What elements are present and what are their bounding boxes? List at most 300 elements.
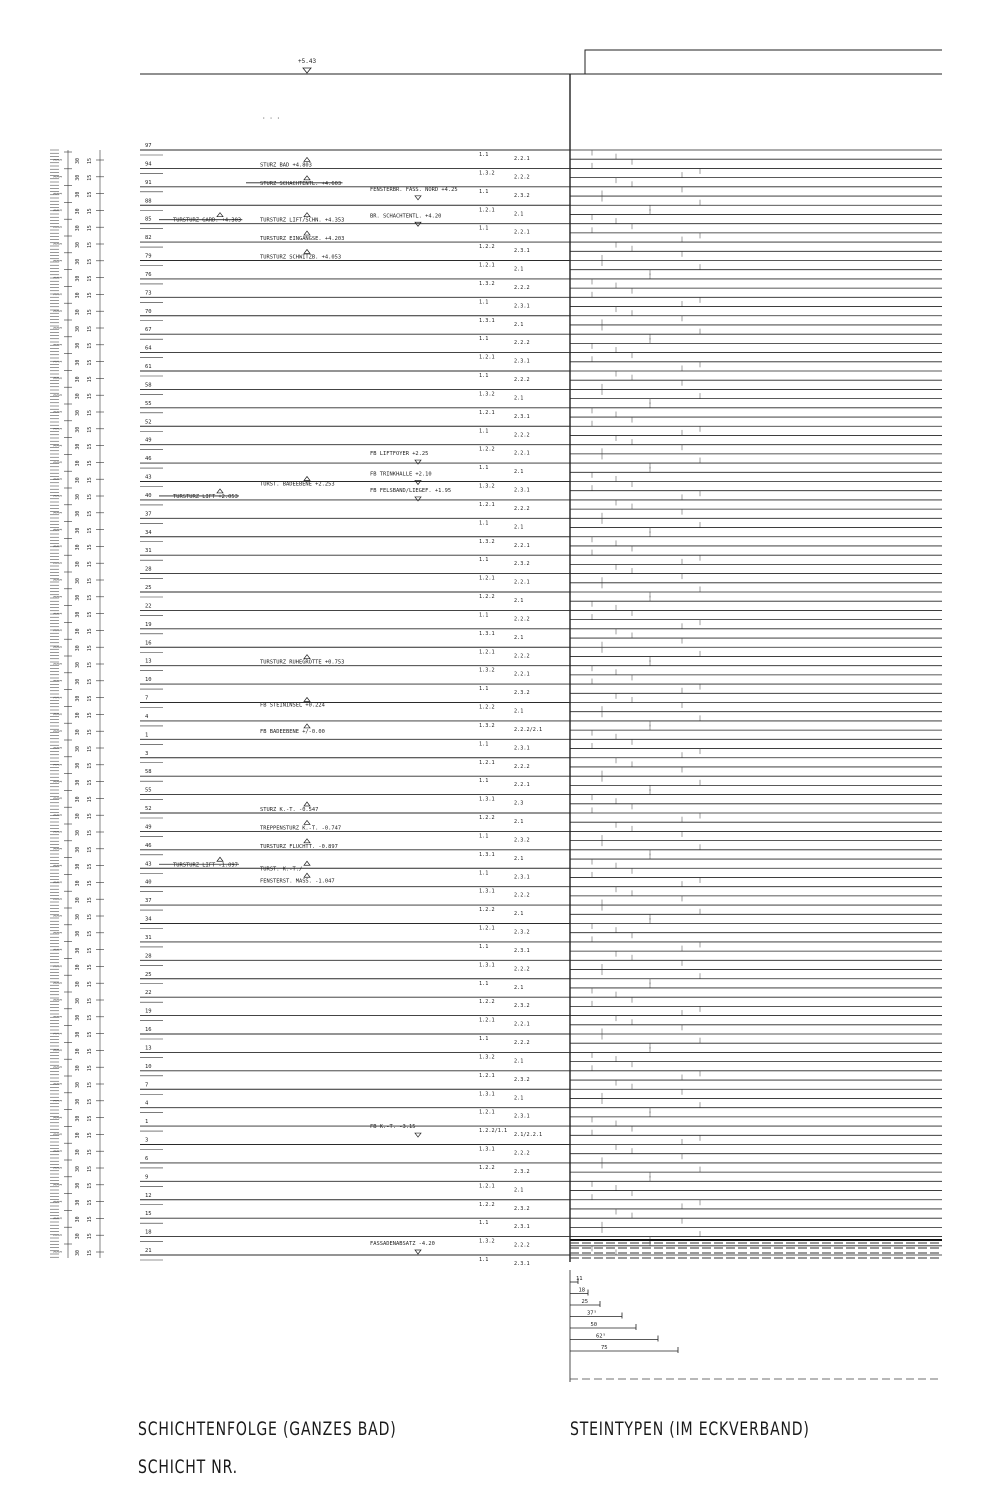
ruler-digit: 3 (56, 528, 60, 531)
ruler-digit: 3 (56, 797, 60, 800)
ruler-label: 15 (87, 443, 93, 450)
ruler-label: 15 (87, 1233, 93, 1240)
ruler-label: 30 (75, 930, 81, 937)
stone-code-b: 2.1 (514, 984, 524, 991)
course-number: 64 (145, 345, 152, 352)
level-annotation: TURSTURZ LIFT +2.053 (173, 493, 238, 500)
course-number: 19 (145, 621, 152, 628)
ruler-label: 15 (87, 695, 93, 702)
ruler-label: 30 (75, 846, 81, 853)
ruler-label: 15 (87, 947, 93, 954)
ruler-label: 15 (87, 325, 93, 332)
ruler-digit: 3 (59, 293, 63, 296)
stone-code-a: 1.1 (479, 980, 489, 987)
stone-code-a: 1.1 (479, 686, 489, 693)
ruler-label: 15 (87, 1081, 93, 1088)
ruler-digit: 3 (59, 1116, 63, 1119)
stone-code-a: 1.2.2 (479, 1164, 495, 1171)
ruler-digit: 3 (59, 713, 63, 716)
ruler-digit: 3 (56, 595, 60, 598)
level-annotation: FENSTERST. MASS. -1.047 (260, 878, 335, 885)
ruler-digit: 3 (59, 242, 63, 245)
stone-code-b: 2.2.1 (514, 782, 530, 789)
stone-code-b: 2.1 (514, 321, 524, 328)
ruler-label: 30 (75, 981, 81, 988)
stone-code-a: 1.3.2 (479, 667, 495, 674)
ruler-label: 30 (75, 1115, 81, 1122)
ruler-digit: 3 (56, 1133, 60, 1136)
ruler-digit: 3 (53, 511, 57, 514)
course-number: 16 (145, 1027, 152, 1033)
ruler-digit: 3 (56, 259, 60, 262)
level-marker-icon (304, 213, 310, 217)
ruler-label: 30 (75, 359, 81, 366)
ruler-label: 30 (75, 292, 81, 299)
ruler-digit: 3 (59, 898, 63, 901)
course-number: 88 (145, 198, 152, 205)
ruler-digit: 3 (59, 1015, 63, 1018)
stone-code-b: 2.2.2 (514, 505, 530, 512)
ruler-digit: 3 (53, 209, 57, 212)
ruler-label: 30 (75, 241, 81, 248)
ruler-label: 30 (75, 342, 81, 349)
ruler-label: 15 (87, 460, 93, 467)
ruler-label: 15 (87, 225, 93, 232)
stone-code-b: 2.2.1 (514, 1021, 530, 1028)
stone-code-a: 1.3.2 (479, 538, 495, 545)
ruler-digit: 3 (53, 830, 57, 833)
ruler-digit: 3 (56, 562, 60, 565)
stone-code-b: 2.1 (514, 855, 524, 862)
course-number: 55 (145, 400, 152, 407)
ruler-digit: 3 (56, 360, 60, 363)
caption-stone-types: STEINTYPEN (IM ECKVERBAND) (570, 1418, 810, 1440)
course-lines (140, 150, 570, 1260)
stone-code-a: 1.1 (479, 778, 489, 785)
stone-code-b: 2.3.2 (514, 837, 530, 844)
course-number: 31 (145, 934, 152, 941)
ruler-digit: 3 (56, 662, 60, 665)
stone-code-b: 2.3.2 (514, 1205, 530, 1212)
stone-code-b: 2.3.2 (514, 1168, 530, 1175)
ruler-digit: 3 (56, 713, 60, 716)
ruler-label: 15 (87, 997, 93, 1004)
course-number: 55 (145, 787, 152, 794)
ruler-digit: 3 (59, 444, 63, 447)
ruler-label: 30 (75, 325, 81, 332)
level-marker-icon (415, 196, 421, 200)
stone-code-a: 1.3.2 (479, 280, 495, 287)
ruler-digit: 3 (59, 948, 63, 951)
stone-code-b: 2.3.1 (514, 947, 530, 954)
ruler-label: 15 (87, 611, 93, 618)
ruler-label: 30 (75, 645, 81, 652)
stone-code-b: 2.2.2 (514, 174, 530, 181)
ruler-digit: 3 (53, 1116, 57, 1119)
ruler-digit: 3 (53, 494, 57, 497)
stone-code-b: 2.3.2 (514, 1003, 530, 1010)
level-annotation: TURSTURZ FLUCHTT. -0.897 (260, 843, 338, 850)
stone-code-a: 1.3.1 (479, 796, 495, 803)
level-marker-icon (304, 655, 310, 659)
stone-code-a: 1.2.2 (479, 999, 495, 1006)
stone-code-b: 2.1 (514, 1058, 524, 1065)
ruler-digit: 3 (59, 612, 63, 615)
course-number: 73 (145, 290, 152, 297)
level-annotation: FB STEININSEL +0.224 (260, 702, 325, 709)
course-number: 58 (145, 769, 152, 776)
ruler-digit: 3 (56, 847, 60, 850)
ruler-digit: 3 (56, 1234, 60, 1237)
stone-code-b: 2.3 (514, 800, 524, 807)
ruler-digit: 3 (53, 948, 57, 951)
ruler-label: 30 (75, 561, 81, 568)
ruler-digit: 3 (53, 578, 57, 581)
ruler-digit: 3 (59, 1217, 63, 1220)
stone-code-b: 2.3.2 (514, 561, 530, 568)
stone-code-b: 2.2.1 (514, 156, 530, 162)
stone-code-a: 1.2.1 (479, 207, 495, 214)
ruler-digit: 3 (56, 696, 60, 699)
ruler-digit: 3 (56, 1200, 60, 1203)
ruler-digit: 3 (56, 478, 60, 481)
stone-code-a: 1.3.2 (479, 1054, 495, 1061)
corner-bond-pattern (570, 150, 942, 1258)
ruler-digit: 3 (53, 1049, 57, 1052)
stone-code-b: 2.3.1 (514, 358, 530, 365)
stone-code-b: 2.1 (514, 469, 524, 476)
ruler-digit: 3 (53, 528, 57, 531)
ruler-digit: 3 (59, 998, 63, 1001)
ruler-label: 15 (87, 1182, 93, 1189)
ruler-digit: 3 (59, 259, 63, 262)
course-number: 21 (145, 1248, 152, 1254)
stone-code-a: 1.2.1 (479, 925, 495, 932)
ruler-digit: 3 (59, 192, 63, 195)
ruler-digit: 3 (56, 1015, 60, 1018)
ruler-digit: 3 (53, 1032, 57, 1035)
ruler-label: 30 (75, 409, 81, 416)
ruler-label: 30 (75, 1165, 81, 1172)
ruler-digit: 3 (53, 982, 57, 985)
stone-code-a: 1.2.2 (479, 594, 495, 600)
course-number: 10 (145, 1063, 152, 1070)
stone-code-b: 2.3.1 (514, 248, 530, 255)
stone-code-a: 1.3.1 (479, 888, 495, 895)
ruler-digit: 3 (59, 1250, 63, 1253)
ruler-digit: 3 (53, 377, 57, 380)
stone-code-a: 1.1 (479, 299, 489, 306)
course-number: 18 (145, 1229, 152, 1236)
stone-code-a: 1.3.1 (479, 1146, 495, 1153)
ruler-label: 30 (75, 1233, 81, 1240)
course-number: 34 (145, 916, 152, 923)
level-annotation: TREPPENSTURZ K.-T. -0.747 (260, 825, 342, 832)
ruler-label: 15 (87, 359, 93, 366)
course-number: 1 (145, 1119, 149, 1126)
ruler-label: 15 (87, 1149, 93, 1156)
stone-code-a: 1.1 (479, 225, 489, 232)
ruler-digit: 3 (53, 696, 57, 699)
level-marker-icon (304, 820, 310, 824)
stone-code-a: 1.3.1 (479, 630, 495, 637)
ruler-label: 30 (75, 191, 81, 198)
ruler-label: 15 (87, 1249, 93, 1256)
stone-code-a: 1.2.2/1.1 (479, 1128, 508, 1135)
ruler-digit: 3 (56, 293, 60, 296)
ruler-label: 15 (87, 745, 93, 752)
ruler-digit: 3 (59, 1234, 63, 1237)
top-frame-outline (585, 50, 942, 74)
ruler-digit: 3 (53, 763, 57, 766)
course-number: 28 (145, 566, 152, 573)
ruler-digit: 3 (59, 679, 63, 682)
level-marker-icon (304, 231, 310, 235)
ruler-digit: 3 (56, 679, 60, 682)
ruler-digit: 3 (56, 209, 60, 212)
ruler-label: 30 (75, 762, 81, 769)
ruler-digit: 3 (53, 629, 57, 632)
ruler-digit: 3 (59, 394, 63, 397)
ruler-digit: 3 (53, 310, 57, 313)
ruler-label: 30 (75, 1014, 81, 1021)
ruler-digit: 3 (56, 931, 60, 934)
stone-code-a: 1.1 (479, 870, 489, 877)
ruler-label: 30 (75, 745, 81, 752)
course-number: 28 (145, 953, 152, 960)
ruler-label: 15 (87, 1014, 93, 1021)
ruler-digit: 3 (56, 545, 60, 548)
ruler-digit: 3 (59, 931, 63, 934)
ruler-digit: 3 (59, 226, 63, 229)
course-number: 34 (145, 529, 152, 536)
ruler-digit: 3 (56, 158, 60, 161)
top-level-label: +5.43 (298, 58, 317, 65)
ruler-digit: 3 (56, 410, 60, 413)
level-marker-icon (303, 68, 311, 73)
course-number: 85 (145, 216, 152, 223)
ruler-digit: 3 (56, 1250, 60, 1253)
course-number: 19 (145, 1008, 152, 1015)
stone-code-b: 2.3.1 (514, 874, 530, 881)
ruler-digit: 3 (56, 511, 60, 514)
ruler-label: 15 (87, 762, 93, 769)
ruler-label: 30 (75, 678, 81, 685)
ruler-label: 30 (75, 577, 81, 584)
stone-code-b: 2.1 (514, 819, 524, 825)
ruler-label: 30 (75, 813, 81, 820)
course-number: 15 (145, 1211, 152, 1218)
ruler-label: 15 (87, 393, 93, 400)
ruler-digit: 3 (56, 394, 60, 397)
ruler-label: 15 (87, 275, 93, 282)
stone-code-b: 2.2.2 (514, 377, 530, 383)
stone-size-label: 75 (601, 1345, 608, 1351)
stone-code-b: 2.1 (514, 1187, 524, 1194)
ruler-digit: 3 (56, 612, 60, 615)
level-marker-icon (217, 857, 223, 861)
ruler-digit: 3 (53, 1082, 57, 1085)
level-marker-icon (304, 157, 310, 161)
ruler-label: 30 (75, 426, 81, 433)
course-number: 4 (145, 713, 149, 720)
ruler-label: 30 (75, 779, 81, 786)
stone-code-b: 2.1 (514, 211, 524, 218)
ruler-label: 15 (87, 981, 93, 988)
ruler-digit: 3 (53, 394, 57, 397)
stone-code-a: 1.1 (479, 833, 489, 840)
course-number: 7 (145, 695, 149, 702)
ruler-digit: 3 (56, 898, 60, 901)
ruler-label: 30 (75, 208, 81, 215)
course-number: 79 (145, 253, 152, 260)
level-marker-icon (217, 213, 223, 217)
ruler-digit: 3 (56, 1099, 60, 1102)
ruler-label: 30 (75, 661, 81, 668)
ruler-digit: 3 (59, 746, 63, 749)
ruler-digit: 3 (53, 427, 57, 430)
level-annotation: FB LIFTFOYER +2.25 (370, 451, 429, 458)
ruler-digit: 3 (56, 948, 60, 951)
ruler-digit: 3 (59, 562, 63, 565)
ruler-label: 15 (87, 628, 93, 635)
course-number: 49 (145, 437, 152, 444)
ruler-digit: 3 (59, 763, 63, 766)
ruler-scale (50, 150, 104, 1258)
ruler-digit: 3 (53, 1150, 57, 1153)
caption-course-sequence: SCHICHTENFOLGE (GANZES BAD) (138, 1418, 397, 1440)
ruler-digit: 3 (59, 310, 63, 313)
stone-code-a: 1.1 (479, 428, 489, 435)
ruler-label: 15 (87, 930, 93, 937)
ruler-digit: 3 (53, 931, 57, 934)
ruler-label: 15 (87, 561, 93, 568)
ruler-digit: 3 (56, 226, 60, 229)
stone-code-a: 1.2.1 (479, 649, 495, 656)
stone-code-b: 2.3.1 (514, 1224, 530, 1231)
stone-code-a: 1.2.2 (479, 446, 495, 453)
stone-code-b: 2.1 (514, 266, 524, 273)
ruler-digit: 3 (59, 914, 63, 917)
ruler-digit: 3 (56, 629, 60, 632)
ruler-label: 30 (75, 493, 81, 500)
ruler-digit: 3 (56, 982, 60, 985)
ruler-label: 15 (87, 292, 93, 299)
ruler-digit: 3 (59, 1049, 63, 1052)
ruler-label: 30 (75, 913, 81, 920)
ruler-digit: 3 (59, 461, 63, 464)
stone-code-b: 2.1 (514, 1095, 524, 1102)
ruler-label: 15 (87, 544, 93, 551)
level-marker-icon (304, 176, 310, 180)
ruler-label: 30 (75, 947, 81, 954)
ruler-label: 30 (75, 964, 81, 971)
ruler-digit: 3 (59, 478, 63, 481)
stone-code-a: 1.2.1 (479, 1109, 495, 1116)
stone-size-label: 11 (576, 1276, 583, 1282)
ruler-label: 15 (87, 191, 93, 198)
ruler-label: 15 (87, 208, 93, 215)
ruler-label: 15 (87, 863, 93, 870)
stone-code-b: 2.3.2 (514, 929, 530, 936)
ruler-digit: 3 (53, 1200, 57, 1203)
ruler-label: 15 (87, 527, 93, 534)
ruler-label: 15 (87, 409, 93, 416)
course-number: 49 (145, 824, 152, 831)
ruler-label: 15 (87, 157, 93, 164)
ruler-label: 30 (75, 393, 81, 400)
stone-code-a: 1.1 (479, 465, 489, 472)
ruler-label: 30 (75, 309, 81, 316)
ruler-digit: 3 (56, 343, 60, 346)
course-number: 7 (145, 1082, 149, 1089)
ruler-digit: 3 (59, 1133, 63, 1136)
ruler-label: 15 (87, 1065, 93, 1072)
ruler-digit: 3 (53, 898, 57, 901)
ruler-label: 30 (75, 997, 81, 1004)
stone-code-b: 2.1 (514, 634, 524, 641)
ruler-label: 15 (87, 897, 93, 904)
ruler-digit: 3 (56, 192, 60, 195)
ruler-digit: 3 (56, 1082, 60, 1085)
ruler-digit: 3 (53, 914, 57, 917)
course-number: 37 (145, 511, 152, 518)
stone-code-b: 2.2.1 (514, 450, 530, 457)
ruler-digit: 3 (53, 478, 57, 481)
level-marker-icon (304, 477, 310, 481)
ruler-digit: 3 (53, 646, 57, 649)
ruler-label: 30 (75, 1249, 81, 1256)
stone-code-a: 1.3.2 (479, 1238, 495, 1245)
ruler-digit: 3 (59, 696, 63, 699)
ruler-label: 15 (87, 1132, 93, 1139)
ruler-label: 30 (75, 897, 81, 904)
level-annotation: TURSTURZ LIFT -1.097 (173, 862, 238, 869)
ruler-digit: 3 (59, 578, 63, 581)
stone-code-a: 1.2.1 (479, 501, 495, 508)
ruler-digit: 3 (53, 276, 57, 279)
ruler-label: 15 (87, 493, 93, 500)
ruler-digit: 3 (56, 578, 60, 581)
level-marker-icon (304, 250, 310, 254)
level-marker-icon (217, 489, 223, 493)
ruler-digit: 3 (56, 830, 60, 833)
course-number: 70 (145, 308, 152, 315)
stone-code-a: 1.1 (479, 943, 489, 950)
ruler-label: 30 (75, 880, 81, 887)
stone-code-b: 2.2.2 (514, 966, 530, 973)
ruler-label: 30 (75, 1098, 81, 1105)
stone-code-b: 2.2.1 (514, 671, 530, 678)
ruler-digit: 3 (59, 343, 63, 346)
ruler-label: 30 (75, 1031, 81, 1038)
stone-code-b: 2.2.2/2.1 (514, 726, 543, 733)
stone-size-label: 62⁵ (596, 1333, 606, 1340)
level-annotation: STURZ K.-T. -0.547 (260, 807, 319, 813)
course-number: 52 (145, 419, 152, 426)
stone-code-a: 1.1 (479, 557, 489, 564)
ruler-digit: 3 (56, 242, 60, 245)
stone-code-a: 1.2.1 (479, 354, 495, 361)
stone-code-b: 2.2.2 (514, 653, 530, 660)
level-marker-icon (304, 861, 310, 865)
ruler-digit: 3 (53, 881, 57, 884)
ruler-label: 15 (87, 174, 93, 181)
ruler-label: 30 (75, 443, 81, 450)
ruler-digit: 3 (56, 730, 60, 733)
ruler-label: 15 (87, 477, 93, 484)
stone-code-b: 2.3.2 (514, 1076, 530, 1083)
